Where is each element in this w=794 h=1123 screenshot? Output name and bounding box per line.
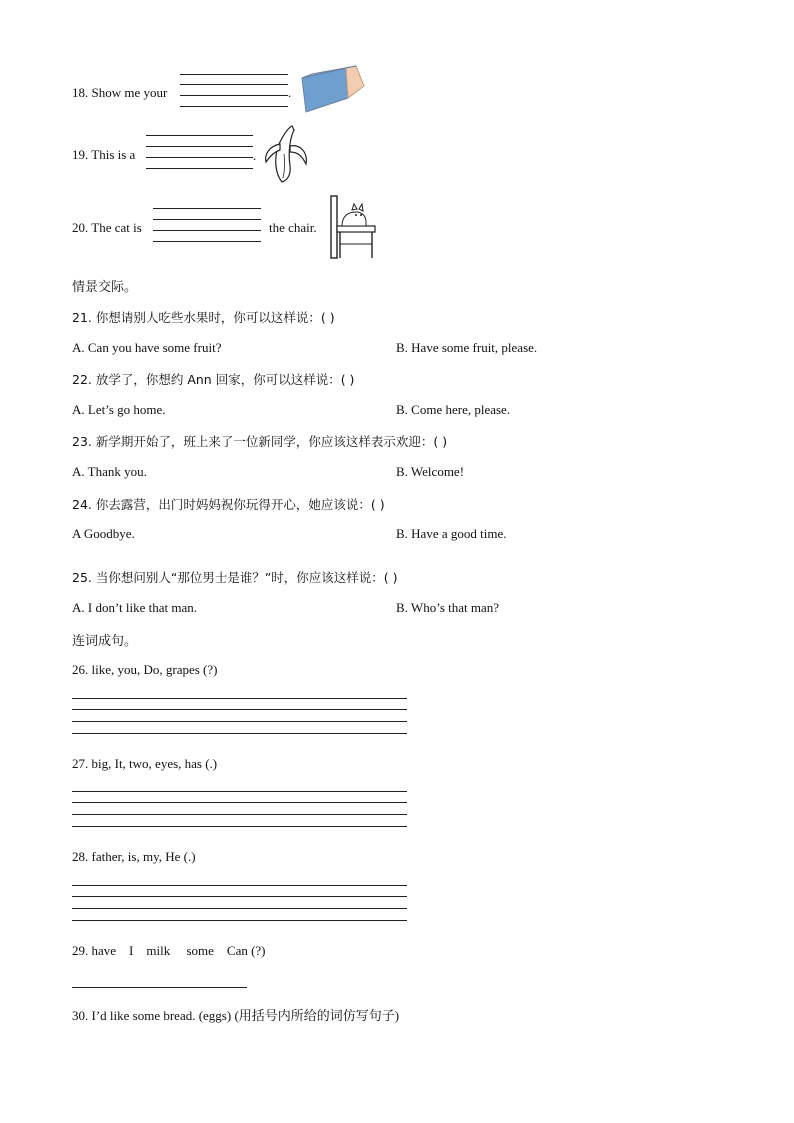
answer-lines-28[interactable] xyxy=(72,885,407,921)
question-22: 22. 放学了，你想约 Ann 回家，你可以这样说：( ) xyxy=(72,372,355,387)
question-26: 26. like, you, Do, grapes (?) xyxy=(72,662,218,677)
question-24: 24. 你去露营，出门时妈妈祝你玩得开心，她应该说：( ) xyxy=(72,497,385,512)
answer-lines-27[interactable] xyxy=(72,791,407,827)
section-heading-dialog: 情景交际。 xyxy=(72,280,138,295)
answer-lines-20[interactable] xyxy=(153,208,261,242)
question-19-text: 19. This is a xyxy=(72,147,136,162)
question-23: 23. 新学期开始了，班上来了一位新同学，你应该这样表示欢迎：( ) xyxy=(72,434,448,449)
question-19-period: . xyxy=(253,148,257,163)
option-22-a[interactable]: A. Let’s go home. xyxy=(72,402,166,417)
option-24-a[interactable]: A Goodbye. xyxy=(72,526,135,541)
option-22-b[interactable]: B. Come here, please. xyxy=(396,402,511,417)
question-19 xyxy=(72,147,135,163)
option-21-a[interactable]: A. Can you have some fruit? xyxy=(72,340,222,355)
answer-lines-18[interactable] xyxy=(180,74,288,108)
question-29: 29. have I milk some Can (?) xyxy=(72,943,266,958)
question-18 xyxy=(72,85,167,101)
answer-line-29[interactable] xyxy=(72,987,247,988)
question-27: 27. big, It, two, eyes, has (.) xyxy=(72,756,218,771)
question-28: 28. father, is, my, He (.) xyxy=(72,849,196,864)
option-25-b[interactable]: B. Who’s that man? xyxy=(396,600,500,615)
question-20 xyxy=(72,220,142,236)
option-25-a[interactable]: A. I don’t like that man. xyxy=(72,600,198,615)
section-heading-order: 连词成句。 xyxy=(72,634,138,649)
eraser-image xyxy=(298,62,368,118)
option-24-b[interactable]: B. Have a good time. xyxy=(396,526,507,541)
option-23-a[interactable]: A. Thank you. xyxy=(72,464,147,479)
cat-on-chair-image xyxy=(328,194,378,260)
answer-lines-26[interactable] xyxy=(72,698,407,734)
question-20-text: 20. The cat is xyxy=(72,220,142,235)
question-21: 21. 你想请别人吃些水果时，你可以这样说：( ) xyxy=(72,310,335,325)
banana-image xyxy=(260,124,312,186)
question-25: 25. 当你想问别人“那位男士是谁？”时，你应该这样说：( ) xyxy=(72,570,398,585)
question-18-period: . xyxy=(288,85,292,100)
answer-lines-19[interactable] xyxy=(146,135,253,169)
option-21-b[interactable]: B. Have some fruit, please. xyxy=(396,340,538,355)
question-20-after: the chair. xyxy=(269,220,317,235)
question-18-text: 18. Show me your xyxy=(72,85,168,100)
question-30: 30. I’d like some bread. (eggs) (用括号内所给的词仿写句子) xyxy=(72,1008,400,1023)
option-23-b[interactable]: B. Welcome! xyxy=(396,464,465,479)
